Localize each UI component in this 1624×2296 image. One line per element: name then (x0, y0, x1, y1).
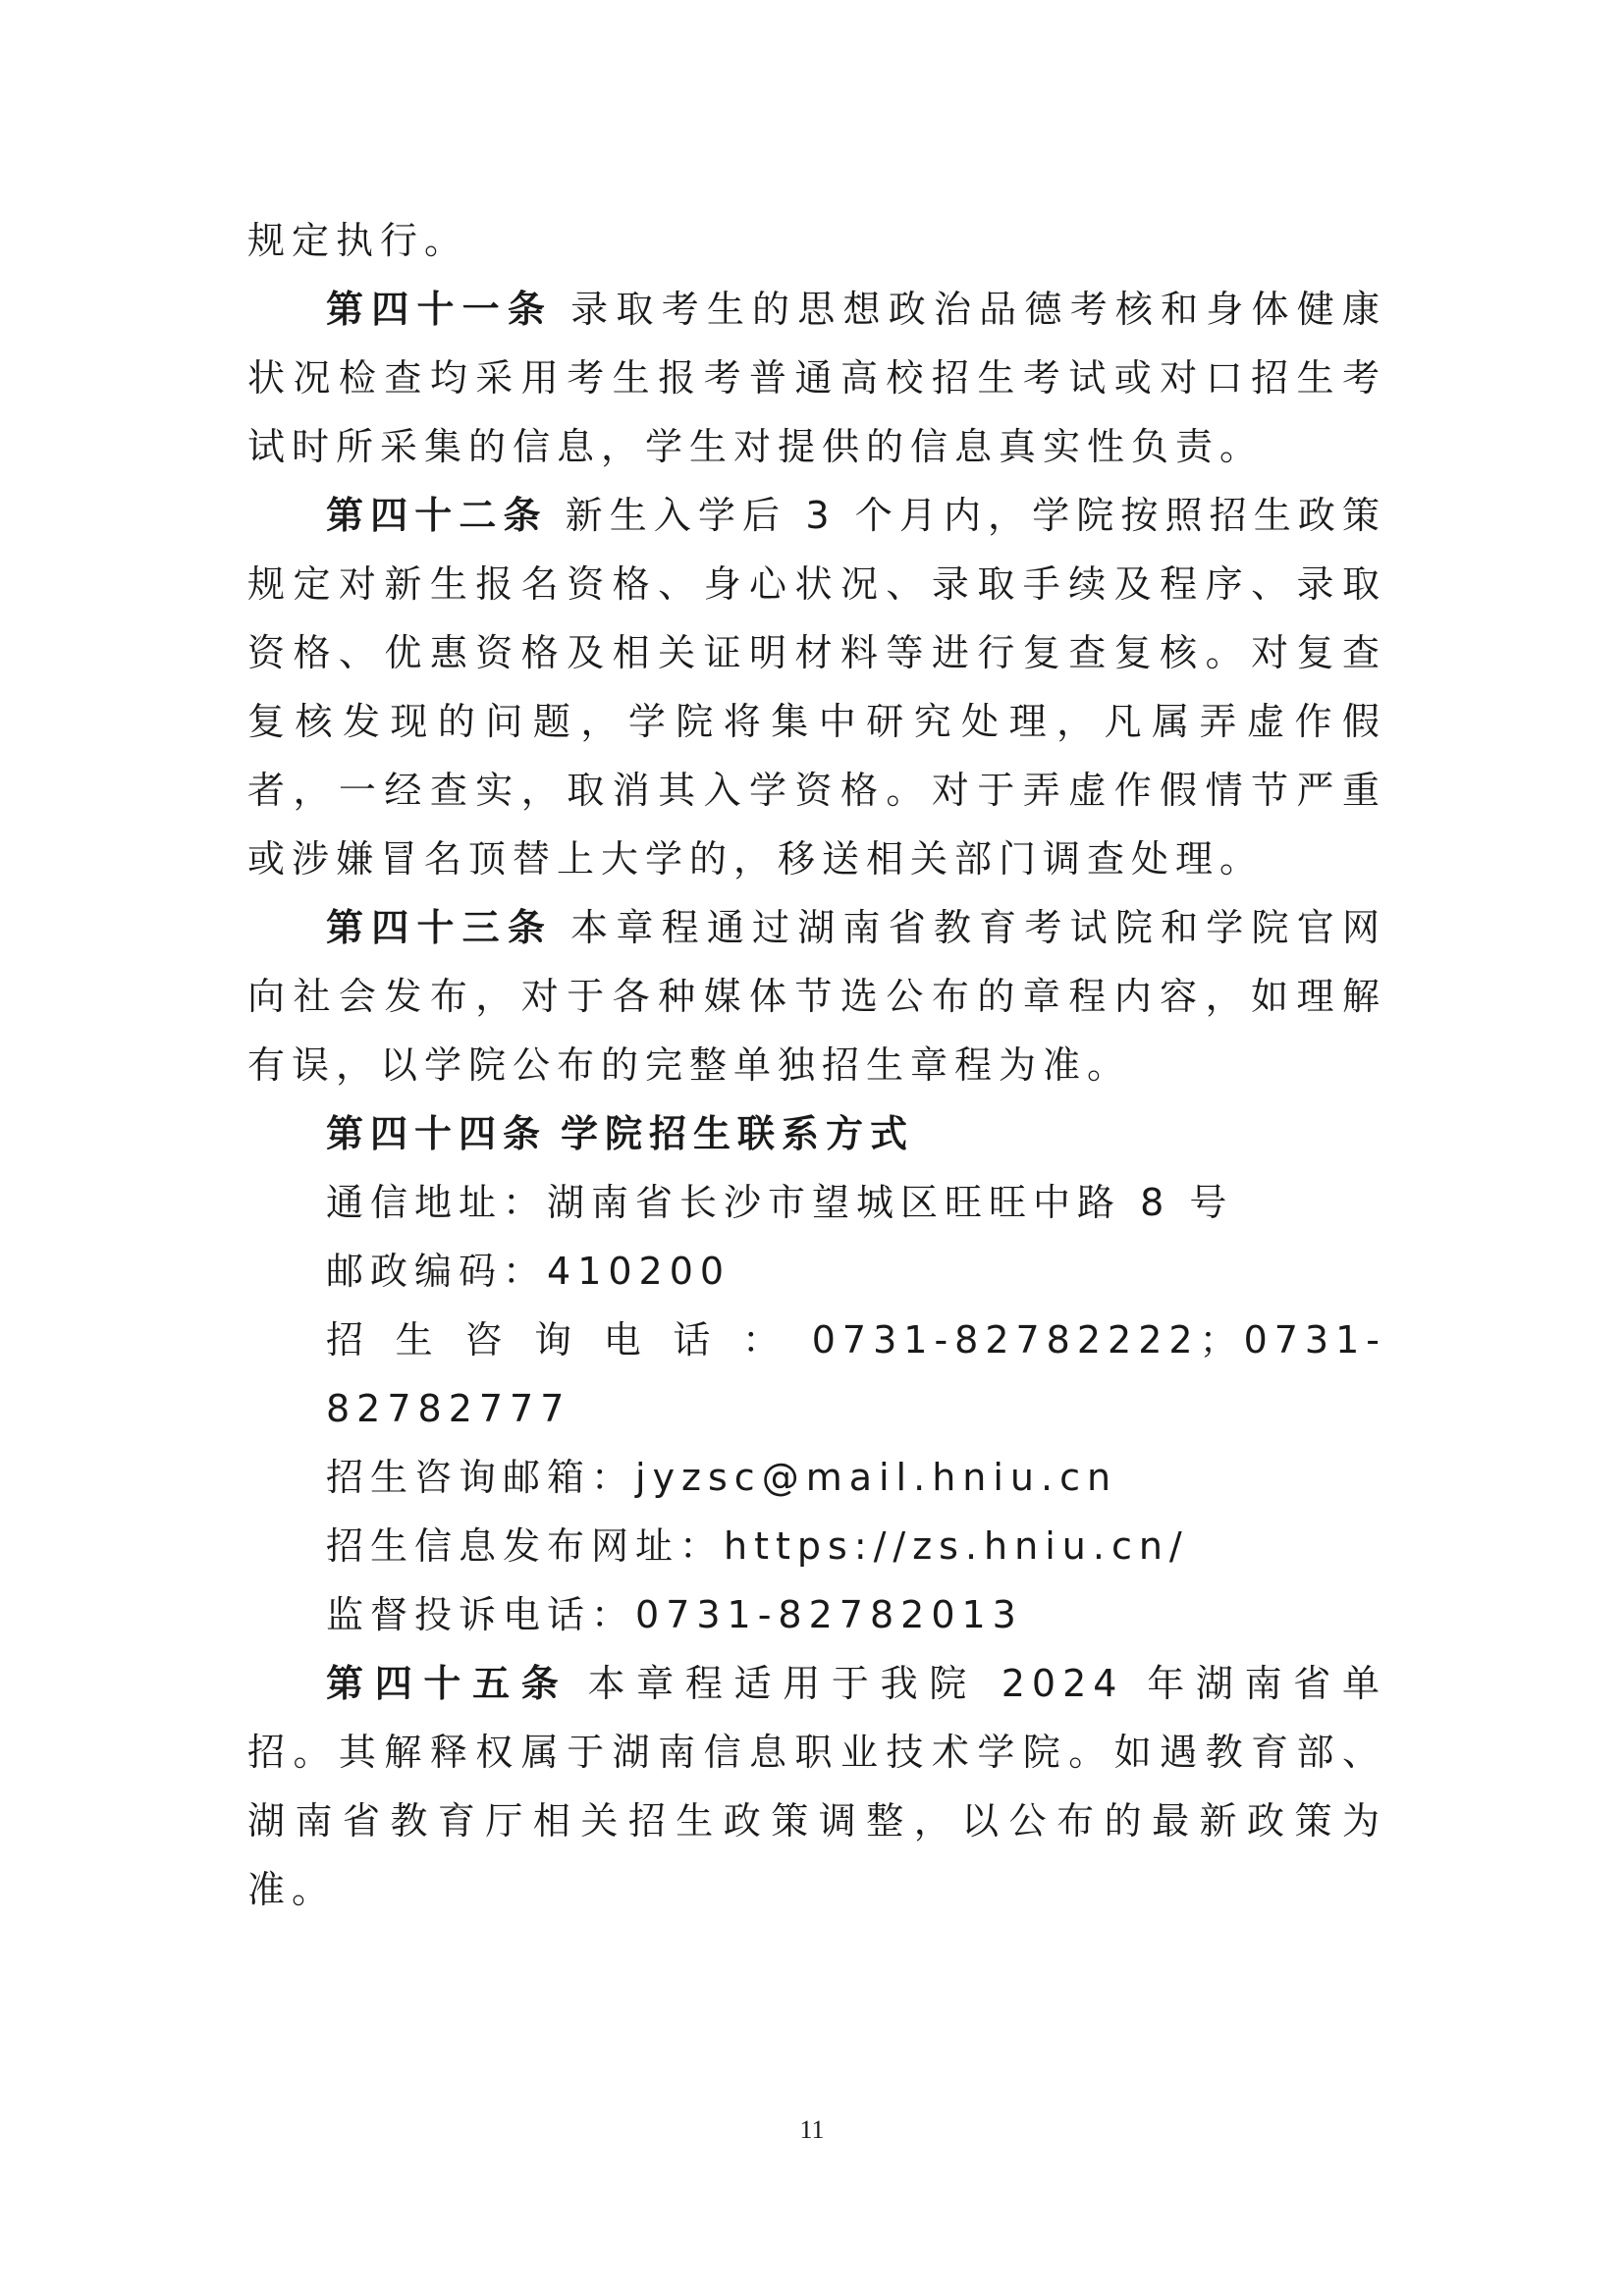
contact-value: jyzsc@mail.hniu.cn (635, 1456, 1118, 1499)
article-number: 第四十三条 (326, 906, 554, 949)
article-44 (247, 1099, 1386, 1168)
contact-phone (247, 1306, 1386, 1443)
contact-label: 邮政编码： (326, 1250, 548, 1293)
contact-value: 0731-82782222；0731-82782777 (326, 1318, 1386, 1430)
contact-label: 监督投诉电话： (326, 1593, 636, 1636)
article-number: 第四十五条 (326, 1662, 570, 1705)
article-43 (247, 893, 1386, 1099)
contact-label: 通信地址： (326, 1181, 548, 1224)
article-number: 第四十二条 (326, 494, 548, 537)
article-text: 录取考生的思想政治品德考核和身体健康状况检查均采用考生报考普通高校招生考试或对口招生考试时所采集的信息，学生对提供的信息真实性负责。 (247, 288, 1386, 468)
contact-value: 湖南省长沙市望城区旺旺中路 8 号 (547, 1181, 1234, 1224)
contact-website (247, 1512, 1386, 1580)
contact-email (247, 1443, 1386, 1512)
contact-complaint-phone (247, 1580, 1386, 1649)
contact-value: 0731-82782013 (635, 1593, 1023, 1636)
article-heading: 学院招生联系方式 (561, 1112, 915, 1155)
contact-value: 410200 (547, 1250, 731, 1293)
article-text: 本章程通过湖南省教育考试院和学院官网向社会发布，对于各种媒体节选公布的章程内容，如理解有误，以学院公布的完整单独招生章程为准。 (247, 906, 1386, 1087)
contact-address (247, 1168, 1386, 1237)
contact-postcode (247, 1237, 1386, 1306)
article-number: 第四十一条 (326, 288, 554, 331)
contact-label: 招生咨询电话： (326, 1318, 812, 1362)
article-42 (247, 481, 1386, 893)
article-text: 本章程适用于我院 2024 年湖南省单招。其解释权属于湖南信息职业技术学院。如遇教育部、湖南省教育厅相关招生政策调整，以公布的最新政策为准。 (247, 1662, 1386, 1911)
paragraph-text: 规定执行。 (247, 219, 469, 262)
contact-label: 招生咨询邮箱： (326, 1456, 636, 1499)
article-41 (247, 275, 1386, 481)
article-text: 新生入学后 3 个月内，学院按照招生政策规定对新生报名资格、身心状况、录取手续及程序、录取资格、优惠资格及相关证明材料等进行复查复核。对复查复核发现的问题，学院将集中研究处理，凡属弄虚作假者，一经查实，取消其入学资格。对于弄虚作假情节严重或涉嫌冒名顶替上大学的，移送相关部门调查处理。 (247, 494, 1386, 881)
paragraph-continuation (247, 206, 1386, 275)
contact-value: https://zs.hniu.cn/ (724, 1524, 1189, 1568)
page-number: 11 (799, 2115, 825, 2144)
contact-label: 招生信息发布网址： (326, 1524, 725, 1568)
document-body (247, 206, 1386, 1924)
article-number: 第四十四条 (326, 1112, 548, 1155)
article-45 (247, 1649, 1386, 1924)
